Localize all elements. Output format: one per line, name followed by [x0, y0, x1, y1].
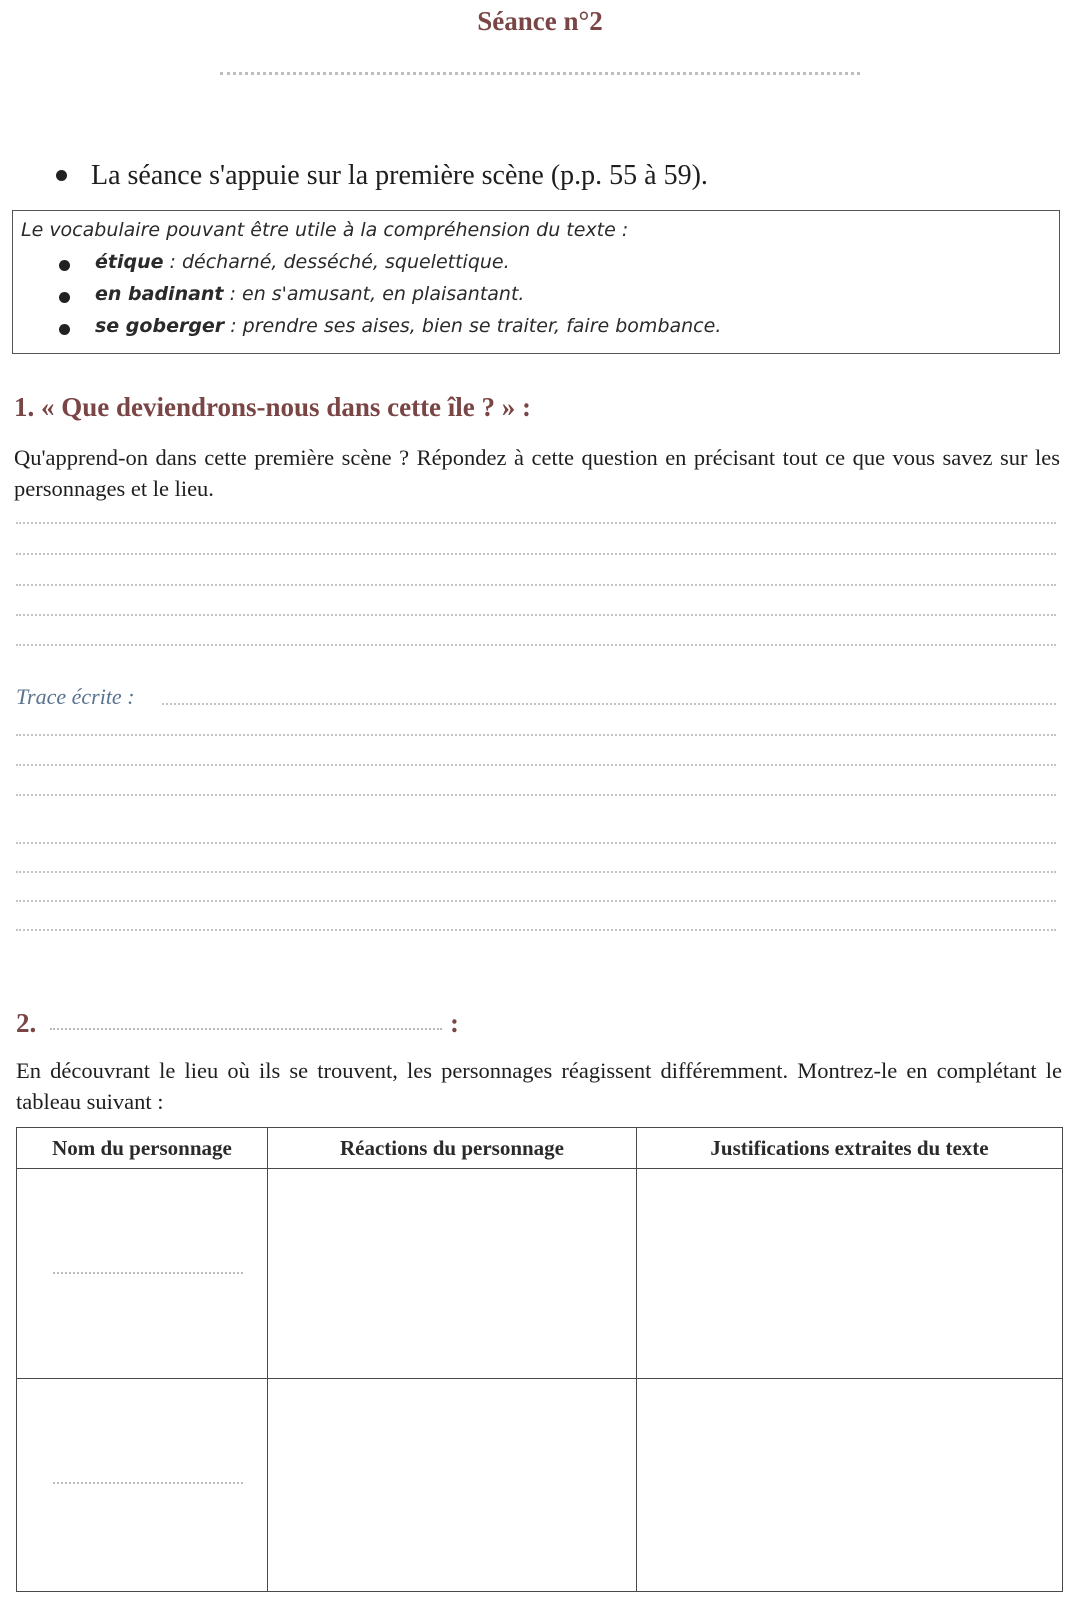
- section-2-title-blank[interactable]: [50, 1028, 442, 1030]
- reactions-cell[interactable]: [268, 1379, 637, 1592]
- characters-table: [16, 1127, 1063, 1592]
- vocabulary-intro: Le vocabulaire pouvant être utile à la compréhension du texte :: [21, 219, 629, 241]
- trace-label: Trace écrite :: [16, 684, 135, 709]
- table-row: [17, 1379, 1063, 1592]
- section-2-instruction: En découvrant le lieu où ils se trouvent, les personnages réagissent différemment. Montrez-le en complétant le tableau suivant :: [16, 1058, 1062, 1114]
- column-header-justifications: Justifications extraites du texte: [637, 1128, 1063, 1169]
- answer-line[interactable]: [16, 522, 1056, 524]
- vocabulary-term: se goberger: [95, 315, 225, 337]
- answer-line[interactable]: [16, 644, 1056, 646]
- trace-line[interactable]: [16, 842, 1056, 844]
- bullet-icon: [59, 292, 70, 303]
- name-blank[interactable]: [53, 1272, 243, 1274]
- trace-answer-line[interactable]: [162, 703, 1056, 705]
- section-1-question: Qu'apprend-on dans cette première scène ? Répondez à cette question en précisant tout ce que vous savez sur les personnages et le lieu.: [14, 445, 1060, 501]
- vocabulary-box: [12, 210, 1060, 354]
- vocabulary-item: [95, 315, 721, 337]
- name-blank[interactable]: [53, 1482, 243, 1484]
- vocabulary-term: étique: [95, 251, 164, 273]
- name-cell[interactable]: [17, 1169, 268, 1379]
- justifications-cell[interactable]: [637, 1379, 1063, 1592]
- intro-text: La séance s'appuie sur la première scène (p.p. 55 à 59).: [91, 160, 708, 191]
- column-header-name: Nom du personnage: [17, 1128, 268, 1169]
- trace-line[interactable]: [16, 794, 1056, 796]
- vocabulary-item: [95, 283, 524, 305]
- trace-line[interactable]: [16, 764, 1056, 766]
- bullet-icon: [59, 324, 70, 335]
- trace-line[interactable]: [16, 734, 1056, 736]
- answer-line[interactable]: [16, 614, 1056, 616]
- vocabulary-item: [95, 251, 510, 273]
- justifications-cell[interactable]: [637, 1169, 1063, 1379]
- vocabulary-definition: : en s'amusant, en plaisantant.: [223, 283, 525, 305]
- vocabulary-definition: : prendre ses aises, bien se traiter, faire bombance.: [224, 315, 722, 337]
- trace-line[interactable]: [16, 871, 1056, 873]
- intro-line: [56, 160, 708, 192]
- section-2-colon: :: [450, 1008, 459, 1038]
- column-header-reactions: Réactions du personnage: [268, 1128, 637, 1169]
- bullet-icon: [59, 260, 70, 271]
- section-2-number: 2.: [16, 1008, 37, 1038]
- vocabulary-definition: : décharné, desséché, squelettique.: [163, 251, 510, 273]
- name-cell[interactable]: [17, 1379, 268, 1592]
- bullet-icon: [56, 170, 67, 181]
- trace-line[interactable]: [16, 929, 1056, 931]
- section-1-title: 1. « Que deviendrons-nous dans cette île ? » :: [14, 392, 532, 422]
- table-row: [17, 1169, 1063, 1379]
- reactions-cell[interactable]: [268, 1169, 637, 1379]
- vocabulary-term: en badinant: [95, 283, 224, 305]
- page-title: Séance n°2: [477, 6, 603, 36]
- trace-line[interactable]: [16, 900, 1056, 902]
- title-dotted-line: [220, 72, 860, 75]
- table-header-row: [17, 1128, 1063, 1169]
- answer-line[interactable]: [16, 584, 1056, 586]
- answer-line[interactable]: [16, 553, 1056, 555]
